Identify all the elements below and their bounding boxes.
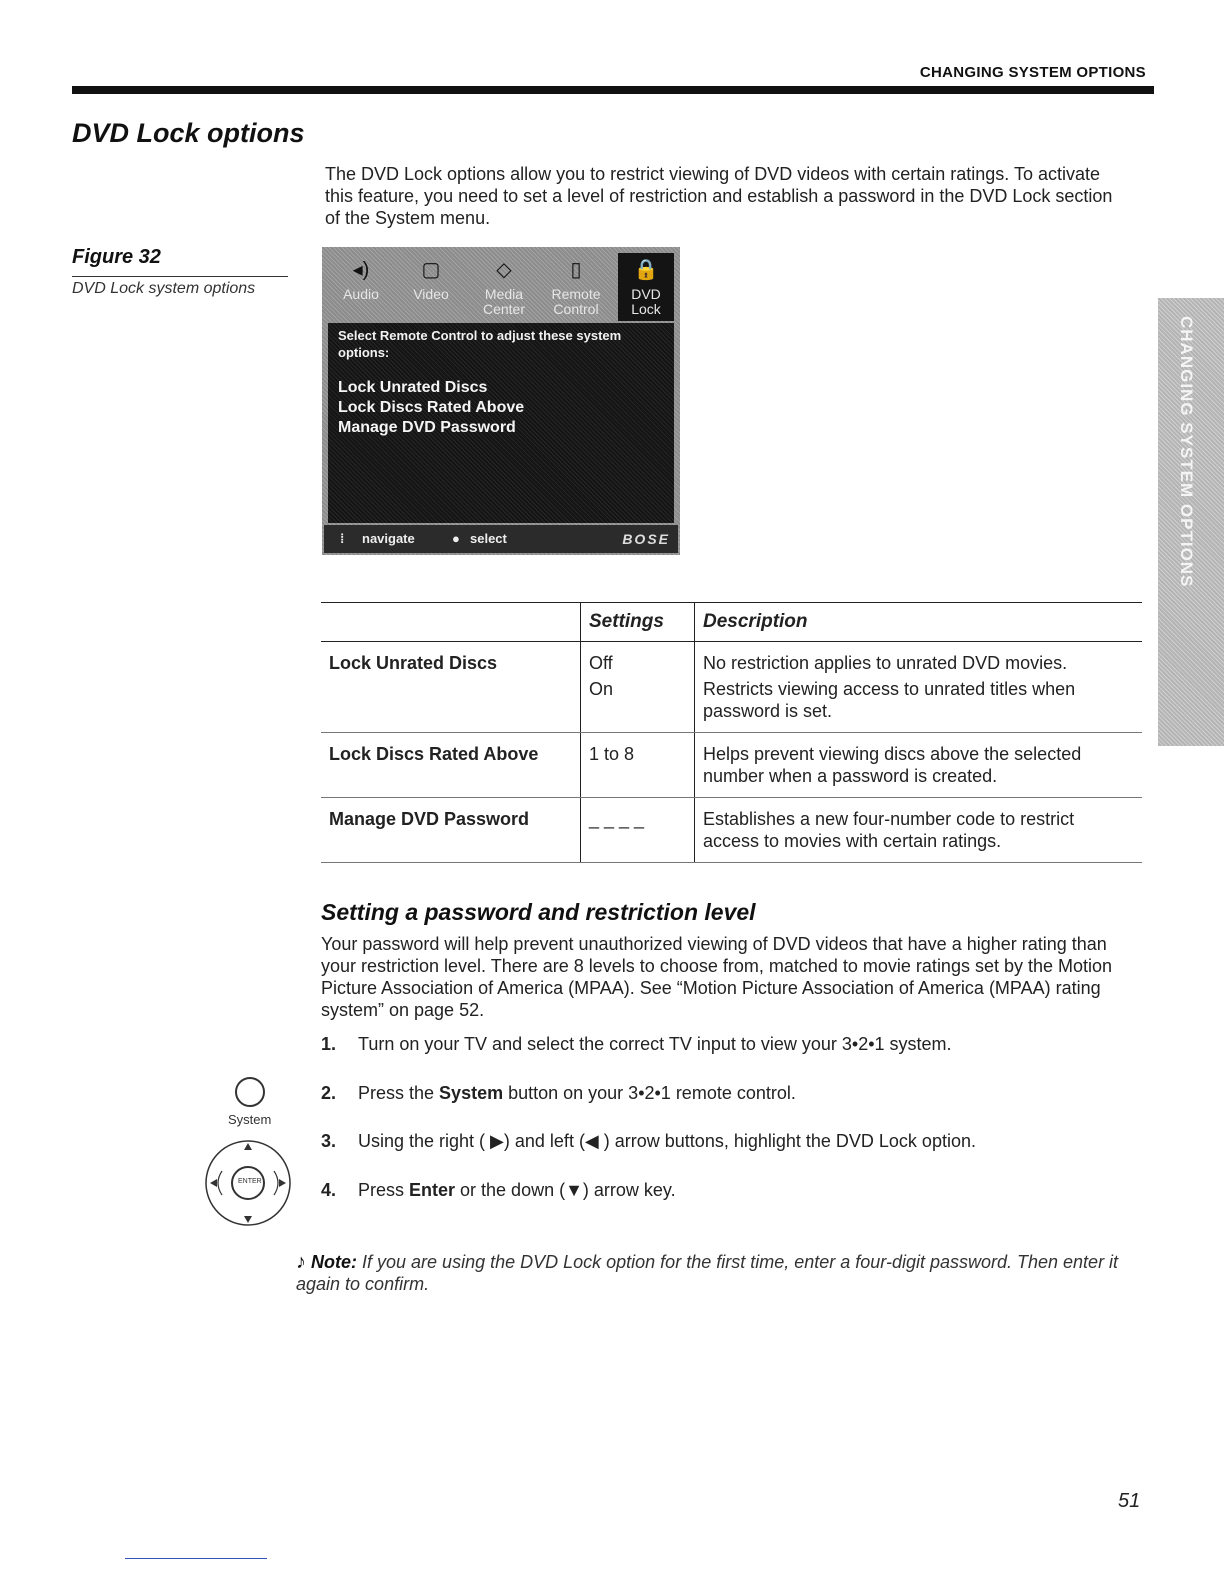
- note: [296, 1251, 1136, 1295]
- step-text: Press: [358, 1180, 410, 1200]
- table-header-settings: Settings: [581, 603, 695, 642]
- option-setting: Off: [581, 642, 695, 677]
- remote-icon: ▯: [570, 259, 582, 281]
- step-text: Turn on your TV and select the correct TV input to view your 3•2•1 system.: [358, 1034, 952, 1054]
- tab-media-center: [472, 253, 536, 321]
- option-name: [321, 676, 581, 733]
- media-center-icon: ◇: [496, 259, 512, 281]
- step-number: 1.: [321, 1034, 337, 1054]
- step-text: Using the right ( ▶) and left (◀ ) arrow buttons, highlight the DVD Lock option.: [358, 1131, 976, 1151]
- header-rule: [72, 86, 1154, 94]
- tab-dvd-lock: [618, 253, 674, 321]
- step-1: [321, 1034, 952, 1055]
- option-description: No restriction applies to unrated DVD movies.: [695, 642, 1143, 677]
- option-description: Helps prevent viewing discs above the selected number when a password is created.: [695, 733, 1143, 798]
- page-number: 51: [1118, 1490, 1141, 1512]
- lock-icon: 🔒: [633, 259, 659, 281]
- figure-rule: [72, 276, 288, 277]
- step-4: [321, 1180, 676, 1201]
- menu-item-lock-rated-above: Lock Discs Rated Above: [338, 399, 525, 416]
- tab-label: Audio: [343, 286, 379, 302]
- screen-footer: [324, 525, 678, 553]
- table-header-empty: [321, 603, 581, 642]
- running-header: CHANGING SYSTEM OPTIONS: [919, 64, 1146, 81]
- option-setting: 1 to 8: [581, 733, 695, 798]
- tab-label: Media Center: [482, 286, 526, 317]
- subsection-paragraph: Your password will help prevent unauthorized viewing of DVD videos that have a higher rating than your restriction level. There are 8 levels to choose from, matched to movie ratings set by the Motion Picture Association of America (MPAA). See “Motion Picture Association of America (MPAA) rating system” on page 52.: [321, 934, 1113, 1020]
- side-tab-label: CHANGING SYSTEM OPTIONS: [1177, 316, 1196, 588]
- note-label: Note:: [311, 1252, 358, 1272]
- step-text: Press the: [358, 1083, 440, 1103]
- dvd-lock-screen: [322, 247, 680, 555]
- tab-label: Remote Control: [551, 286, 601, 317]
- navigate-icon: ⁞: [340, 531, 345, 546]
- navigate-label: navigate: [362, 531, 415, 546]
- option-name: Manage DVD Password: [321, 798, 581, 863]
- tab-audio: [332, 253, 390, 321]
- enter-button-label: ENTER: [238, 1178, 262, 1185]
- figure-caption: DVD Lock system options: [72, 280, 256, 297]
- bottom-rule: [125, 1558, 267, 1559]
- chapter-side-tab: [1158, 298, 1224, 746]
- subsection-title: Setting a password and restriction level: [321, 899, 756, 925]
- option-description: Establishes a new four-number code to restrict access to movies with certain ratings.: [695, 798, 1143, 863]
- select-icon: ●: [452, 531, 460, 546]
- select-label: select: [470, 531, 507, 546]
- option-name: Lock Discs Rated Above: [321, 733, 581, 798]
- bose-logo: BOSE: [622, 531, 670, 547]
- intro-paragraph: The DVD Lock options allow you to restrict viewing of DVD videos with certain ratings. To activate this feature, you need to set a level of restriction and establish a password in the DVD Lock section of the System menu.: [325, 164, 1113, 228]
- music-note-icon: ♪: [296, 1251, 306, 1273]
- tab-label: DVD Lock: [631, 286, 661, 317]
- step-2: [321, 1083, 796, 1104]
- option-setting: On: [581, 676, 695, 733]
- step-number: 4.: [321, 1180, 337, 1200]
- step-number: 2.: [321, 1083, 337, 1103]
- option-description: Restricts viewing access to unrated titles when password is set.: [695, 676, 1143, 733]
- step-number: 3.: [321, 1131, 337, 1151]
- table-row: [321, 733, 1142, 798]
- menu-item-lock-unrated: Lock Unrated Discs: [338, 379, 488, 396]
- step-bold: System: [439, 1083, 504, 1103]
- table-row: [321, 642, 1142, 677]
- step-3: [321, 1131, 976, 1152]
- menu-prompt: Select Remote Control to adjust these system options:: [338, 328, 622, 360]
- system-button-icon: [232, 1074, 268, 1110]
- table-header-description: Description: [695, 603, 1143, 642]
- page-title: DVD Lock options: [72, 118, 305, 148]
- step-text: or the down (▼) arrow key.: [455, 1180, 676, 1200]
- menu-item-manage-password: Manage DVD Password: [338, 419, 516, 436]
- system-button-label: System: [228, 1112, 272, 1127]
- step-bold: Enter: [409, 1180, 456, 1200]
- note-text: If you are using the DVD Lock option for the first time, enter a four-digit password. Then enter it again to confirm.: [296, 1252, 1119, 1294]
- speaker-icon: ◂): [352, 259, 370, 281]
- tab-remote-control: [544, 253, 608, 321]
- options-table: [321, 602, 1142, 863]
- figure-label: Figure 32: [72, 246, 161, 268]
- tab-video: [402, 253, 460, 321]
- video-icon: ▢: [421, 259, 441, 281]
- tab-label: Video: [413, 286, 449, 302]
- menu-panel: [328, 323, 674, 523]
- step-text: button on your 3•2•1 remote control.: [503, 1083, 796, 1103]
- option-setting: _ _ _ _: [581, 798, 695, 863]
- table-row: [321, 798, 1142, 863]
- table-row: [321, 676, 1142, 733]
- option-name: Lock Unrated Discs: [329, 653, 498, 673]
